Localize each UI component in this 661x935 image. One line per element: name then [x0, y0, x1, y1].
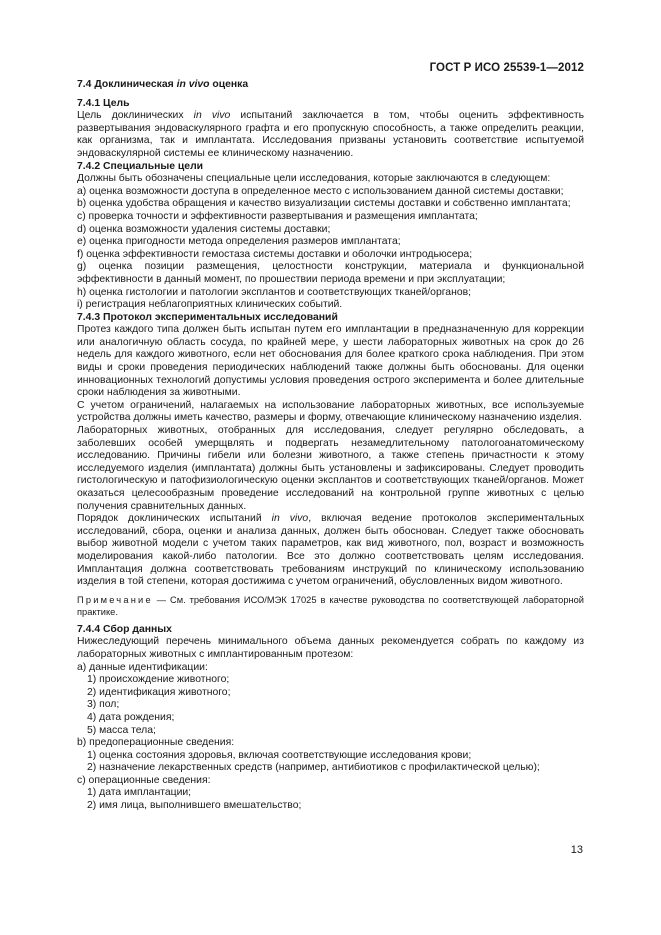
section-7-4-3-note [77, 594, 584, 618]
list-subitem: 2) имя лица, выполнившего вмешательство; [87, 800, 302, 812]
list-item: c) операционные сведения: [77, 774, 211, 786]
document-header-id: ГОСТ Р ИСО 25539-1—2012 [429, 62, 584, 74]
section-7-4-2-title: 7.4.2 Специальные цели [77, 160, 204, 172]
list-item: b) предоперационные сведения: [77, 737, 235, 749]
list-item: c) проверка точности и эффективности развертывания и размещения имплантата; [77, 210, 478, 222]
list-item: b) оценка удобства обращения и качество визуализации системы доставки и собственно имплантата; [77, 198, 571, 210]
note-label: Примечание [77, 594, 153, 605]
section-7-4-4-intro: Нижеследующий перечень минимального объема данных рекомендуется собрать по каждому из лабораторных животных с имплантированным протезом: [77, 636, 584, 660]
list-item: а) данные идентификации: [77, 661, 208, 673]
list-item: d) оценка возможности удаления системы доставки; [77, 223, 331, 235]
section-7-4-2-list [77, 186, 584, 312]
list-item: h) оценка гистологии и патологии эксплантов и соответствующих тканей/органов; [77, 286, 472, 298]
page-body [77, 79, 584, 813]
section-7-4-1-text: Цель доклинических in vivo испытаний заключается в том, чтобы оценить эффективность развертывания эндоваскулярного графта и его пропускную способность, а также определить реакции, как организма, так и имплантата. Исследования призваны установить соответствие испытуемой эндоваскулярной системы ее клиническому назначению. [77, 110, 584, 159]
list-item: а) оценка возможности доступа в определенное место с использованием данной системы доставки; [77, 185, 564, 197]
section-7-4-3-paragraph-1: Протез каждого типа должен быть испытан путем его имплантации в предназначенную для коррекции или аналогичную область сосуда, по крайней мере, у шести лабораторных животных на срок до 26 недель для каждого животного, если нет обоснования для более краткого срока наблюдения. При этом виды и сроки проведения периодических наблюдений также должны быть обоснованы. Для оценки инновационных технологий допустимы условия проведения острого эксперимента и более длительные сроки наблюдения за животными. [77, 324, 584, 399]
section-7-4-4-title: 7.4.4 Сбор данных [77, 623, 172, 635]
section-7-4-1-title: 7.4.1 Цель [77, 97, 130, 109]
list-item: e) оценка пригодности метода определения размеров имплантата; [77, 236, 401, 248]
note-text: — См. требования ИСО/МЭК 17025 в качестве руководства по соответствующей лабораторной практике. [77, 594, 584, 617]
list-item: g) оценка позиции размещения, целостности конструкции, материала и функциональной эффективности в данный момент, по прошествии периода времени и при эксплуатации; [77, 261, 584, 285]
list-subitem: 1) дата имплантации; [87, 787, 192, 799]
list-subitem: 1) происхождение животного; [87, 674, 230, 686]
page-number: 13 [570, 844, 583, 856]
list-subitem: 5) масса тела; [87, 724, 156, 736]
section-7-4-2-intro: Должны быть обозначены специальные цели исследования, которые заключаются в следующем: [77, 173, 551, 185]
list-item: f) оценка эффективности гемостаза системы доставки и оболочки интродьюсера; [77, 248, 473, 260]
section-7-4-3-title: 7.4.3 Протокол экспериментальных исследований [77, 311, 338, 323]
list-subitem: 1) оценка состояния здоровья, включая соответствующие исследования крови; [87, 749, 472, 761]
section-7-4-title: 7.4 Доклиническая in vivo оценка [77, 79, 249, 90]
list-subitem: 4) дата рождения; [87, 711, 175, 723]
section-7-4-4-list [77, 662, 584, 813]
section-7-4-3-paragraph-3: Лабораторных животных, отобранных для исследования, следует регулярно обследовать, а заболевших особей умерщвлять и подвергать незамедлительному патологоанатомическому исследованию. Причины гибели или болезни животного, а также степень причастности к этому исследуемого изделия (имплантата) должны быть установлены и зафиксированы. Следует проводить гистологическую и патофизиологическую оценки эксплантов и соответствующих тканей/органов. Может оказаться целесообразным проведение исследований на контрольной группе животных с целью получения сравнительных данных. [77, 425, 584, 512]
list-subitem: 2) назначение лекарственных средств (например, антибиотиков с профилактической целью); [87, 762, 540, 774]
section-7-4-3-paragraph-2: С учетом ограничений, налагаемых на использование лабораторных животных, все используемые устройства должны иметь качество, размеры и форму, отвечающие клиническому назначению изделия. [77, 399, 584, 424]
list-item: i) регистрация неблагоприятных клинических событий. [77, 299, 343, 311]
list-subitem: 2) идентификация животного; [87, 686, 231, 698]
list-subitem: 3) пол; [87, 699, 120, 711]
section-7-4-3-paragraph-4: Порядок доклинических испытаний in vivo, включая ведение протоколов экспериментальных исследований, сбора, оценки и анализа данных, должен быть обоснован. Следует также обосновать выбор животной модели с учетом таких параметров, как вид животного, пол, возраст и возможность моделирования какой-либо патологии. Все это должно соответствовать целям исследования. Имплантация должна соответствовать требованиям инструкций по клиническому использованию изделия в той степени, которая достижима с учетом ограничений, обусловленных видом животного. [77, 513, 585, 588]
